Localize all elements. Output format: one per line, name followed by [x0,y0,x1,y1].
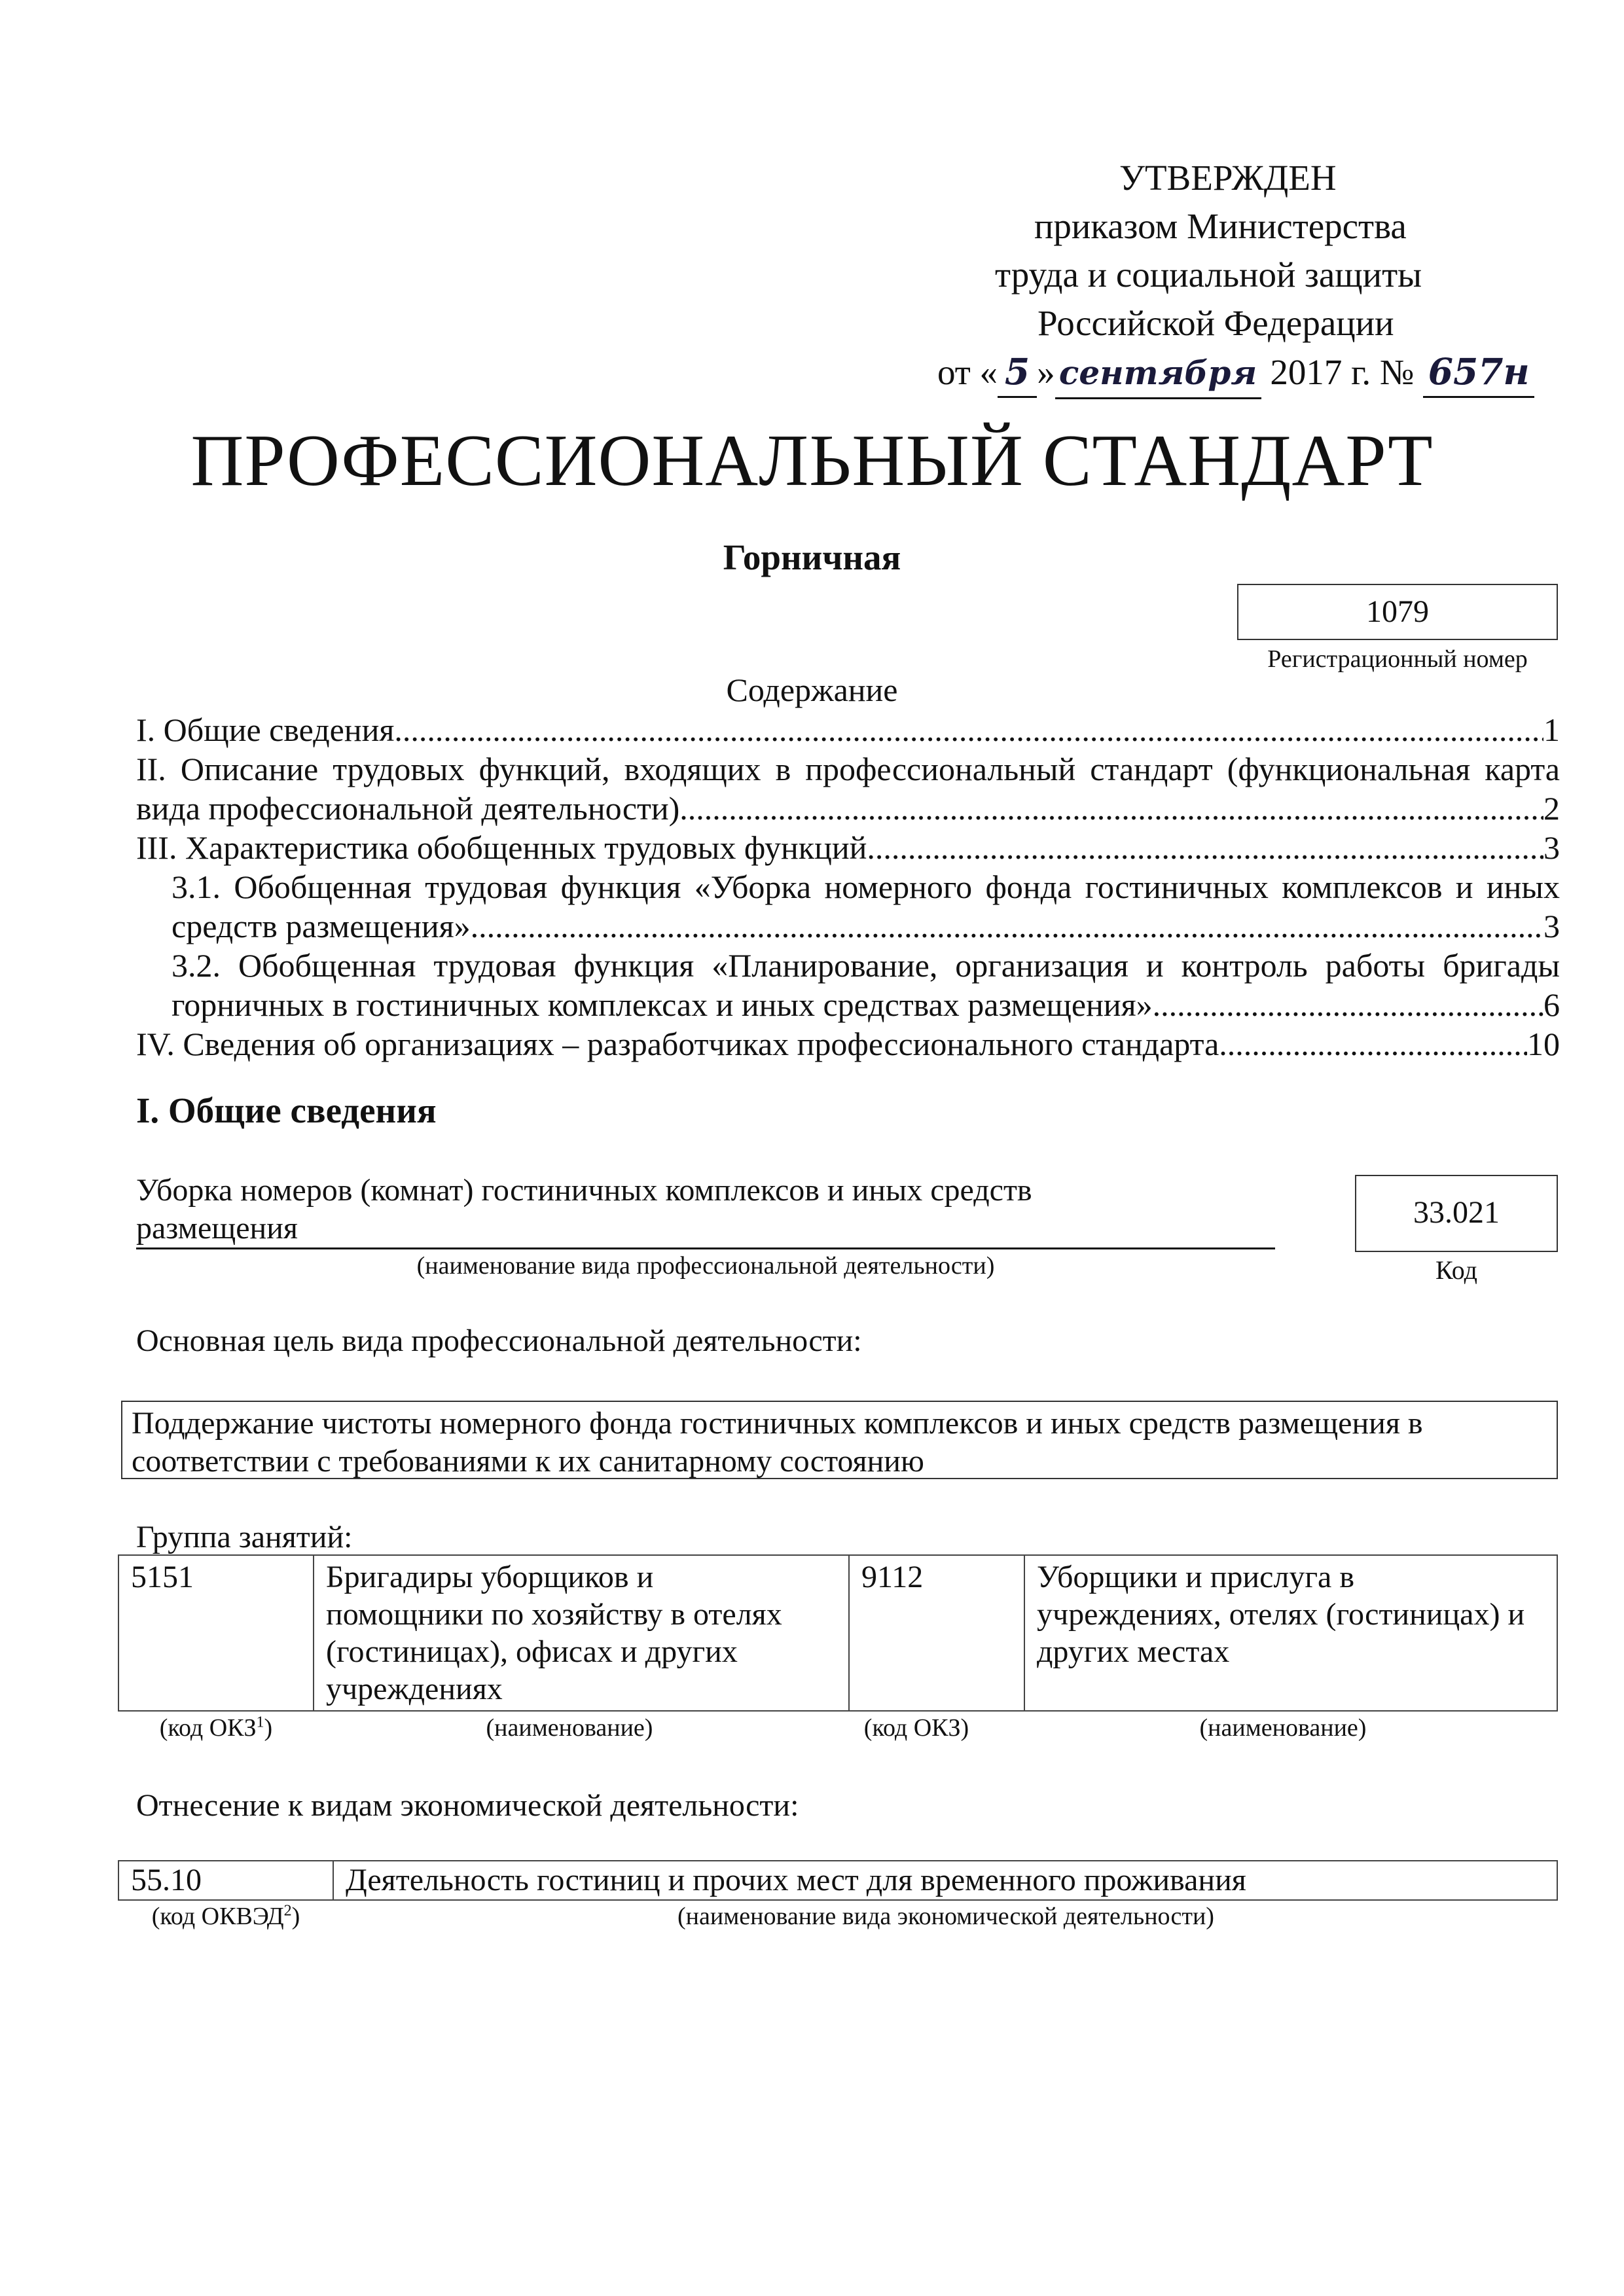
registration-number-box: 1079 [1237,584,1558,640]
date-day: 5 [998,348,1037,398]
toc-item-page: 2 [1543,790,1560,827]
activity-underline [136,1247,1275,1249]
caption-okved-code: (код ОКВЭД$^2$) [151,1902,300,1930]
goal-line-1: Поддержание чистоты номерного фонда гостиничных комплексов и иных средств размещения в [132,1406,1423,1441]
okved-table [118,1860,1558,1901]
toc-item [136,1024,1560,1064]
approval-line-2: приказом Министерства [1034,206,1407,246]
date-day-suffix: » [1037,352,1055,392]
toc-item-text: средств размещения» [171,908,471,944]
section-heading: I. Общие сведения [136,1090,437,1130]
toc-item-text: IV. Сведения об организациях – разработчиках профессионального стандарта [136,1026,1219,1062]
toc-item [136,789,1560,828]
toc-item [136,985,1560,1024]
activity-code-box: 33.021 [1355,1175,1558,1252]
activity-caption: (наименование вида профессиональной деятельности) [416,1252,995,1280]
activity-name-line-1: Уборка номеров (комнат) гостиничных комплексов и иных средств [136,1173,1032,1208]
goal-box [121,1401,1558,1479]
occupation-label: Группа занятий: [136,1520,353,1554]
caption-okz: (код ОКЗ$^1$) [159,1713,273,1742]
caption-name: (наименование) [1199,1714,1367,1742]
goal-label: Основная цель вида профессиональной деятельности: [136,1323,862,1358]
table-row [118,1555,1557,1711]
occupation-table [118,1554,1558,1712]
toc-item [136,710,1560,749]
activity-name-line-2: размещения [136,1211,298,1246]
date-year: 2017 г. № [1270,352,1415,392]
activity-name [136,1172,1275,1247]
table-of-contents [136,710,1560,1064]
toc-item-line1: 3.1. Обобщенная трудовая функция «Уборка номерного фонда гостиничных комплексов и иных [171,869,1560,905]
okved-name: Деятельность гостиниц и прочих мест для временного проживания [333,1861,1557,1900]
approval-line-1: УТВЕРЖДЕН [1119,158,1337,198]
econ-activity-label: Отнесение к видам экономической деятельности: [136,1788,799,1823]
caption-okz: (код ОКЗ) [863,1714,969,1742]
toc-item-line1: II. Описание трудовых функций, входящих в профессиональный стандарт (функциональная карта [136,751,1560,787]
toc-item-page: 1 [1543,711,1560,748]
toc-item-text: горничных в гостиничных комплексах и иных средствах размещения» [171,986,1153,1023]
caption-okved-name: (наименование вида экономической деятельности) [677,1903,1214,1930]
toc-item-text: III. Характеристика обобщенных трудовых функций [136,829,867,866]
toc-heading: Содержание [726,672,898,708]
occupation-name: Уборщики и прислуга в учреждениях, отелях (гостиницах) и других местах [1024,1555,1557,1711]
toc-item-text: вида профессиональной деятельности) [136,790,680,827]
profession-title: Горничная [723,537,901,577]
document-title: ПРОФЕССИОНАЛЬНЫЙ СТАНДАРТ [190,420,1434,501]
caption-name: (наименование) [486,1714,653,1742]
toc-item-page: 3 [1543,908,1560,944]
toc-item [136,828,1560,867]
order-number: 657н [1423,348,1534,398]
approval-line-4: Российской Федерации [1038,303,1394,343]
toc-item-text: I. Общие сведения [136,711,395,748]
occupation-code: 9112 [849,1555,1024,1711]
approval-line-3: труда и социальной защиты [995,255,1422,295]
registration-number-label: Регистрационный номер [1267,645,1528,673]
goal-line-2: соответствии с требованиями к их санитарному состоянию [132,1444,924,1479]
occupation-name: Бригадиры уборщиков и помощники по хозяйству в отелях (гостиницах), офисах и других учреждениях [314,1555,849,1711]
date-prefix: от « [937,352,998,392]
occupation-code: 5151 [118,1555,314,1711]
toc-item [136,906,1560,946]
okved-code: 55.10 [118,1861,333,1900]
toc-item-page: 6 [1543,986,1560,1023]
toc-item-page: 10 [1527,1026,1560,1062]
toc-item-line1: 3.2. Обобщенная трудовая функция «Планирование, организация и контроль работы бригады [171,947,1560,984]
date-month: сентября [1055,349,1261,399]
table-row [118,1861,1557,1900]
toc-item-page: 3 [1543,829,1560,866]
code-caption: Код [1435,1255,1477,1285]
approval-date-line [937,348,1534,399]
